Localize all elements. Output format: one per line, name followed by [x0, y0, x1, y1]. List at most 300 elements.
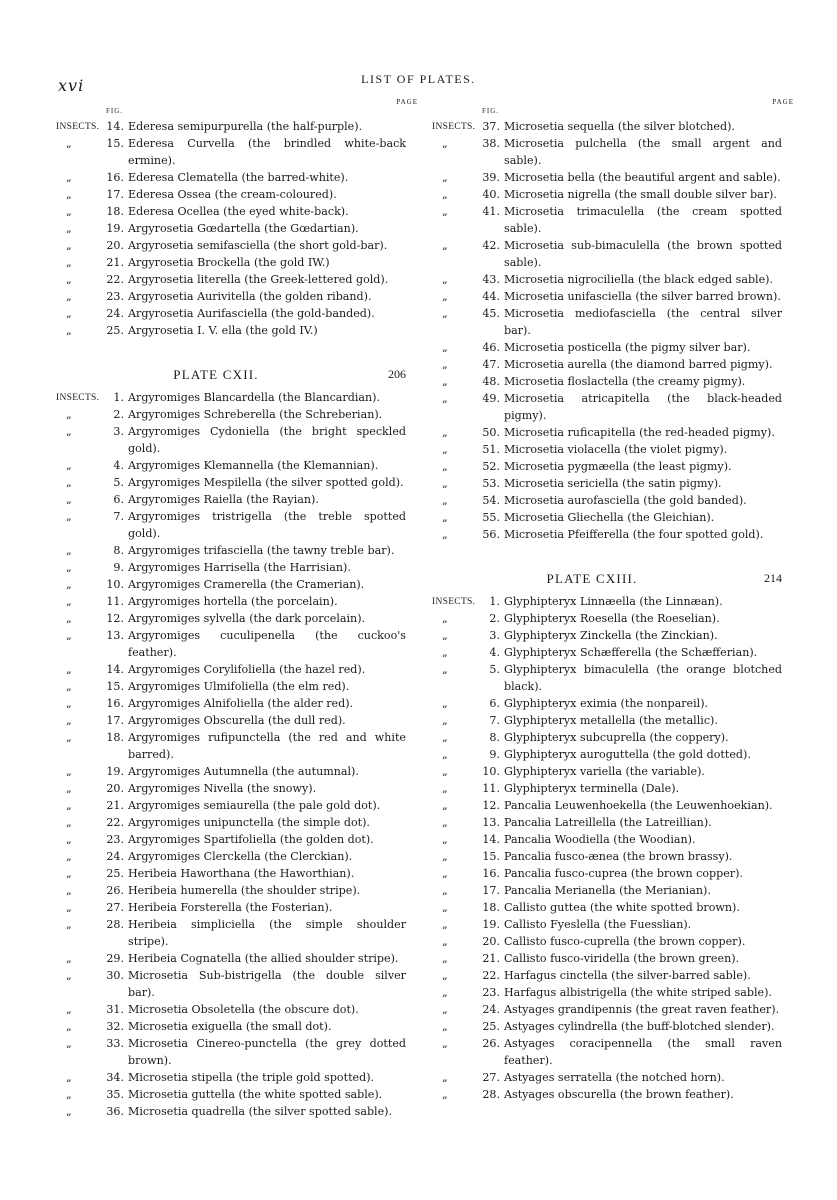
ditto-mark: „: [66, 137, 72, 150]
plate-page: 206: [388, 367, 406, 381]
ditto-mark: „: [442, 1071, 448, 1084]
entry-text: Callisto fusco-cuprella (the brown copper).: [504, 935, 746, 948]
entry-text: Glyphipteryx Roesella (the Roeselian).: [504, 612, 720, 625]
list-item: [432, 203, 782, 237]
page-label: PAGE: [772, 98, 794, 106]
list-item: [56, 203, 406, 220]
ditto-mark: „: [66, 1071, 72, 1084]
figure-number: 31.: [106, 1003, 124, 1016]
figure-number: 22.: [482, 969, 500, 982]
ditto-mark: „: [442, 765, 448, 778]
entry-text: Argyromiges Schreberella (the Schreberian).: [128, 408, 383, 421]
list-item: [432, 1069, 782, 1086]
figure-number: 14.: [482, 833, 500, 846]
list-item: [432, 661, 782, 695]
entry-text: Microsetia Sub-bistrigella (the double silver bar).: [128, 969, 406, 999]
figure-number: 53.: [482, 477, 500, 490]
figure-number: 26.: [482, 1037, 500, 1050]
figure-number: 16.: [106, 171, 124, 184]
list-item: [432, 763, 782, 780]
list-item: [56, 542, 406, 559]
figure-number: 19.: [482, 918, 500, 931]
figure-number: 43.: [482, 273, 500, 286]
figure-number: 21.: [106, 799, 124, 812]
figure-number: 46.: [482, 341, 500, 354]
list-item: [432, 933, 782, 950]
ditto-mark: „: [442, 1003, 448, 1016]
fig-label: FIG.: [482, 107, 500, 115]
entry-text: Argyromiges Klemannella (the Klemannian).: [128, 459, 379, 472]
entry-text: Argyromiges trifasciella (the tawny treble bar).: [128, 544, 395, 557]
ditto-mark: „: [66, 867, 72, 880]
entry-text: Microsetia bella (the beautiful argent and sable).: [504, 171, 781, 184]
list-item: [56, 865, 406, 882]
figure-number: 14.: [106, 120, 124, 133]
list-item: [432, 509, 782, 526]
figure-number: 35.: [106, 1088, 124, 1101]
list-item: [432, 356, 782, 373]
ditto-mark: „: [66, 952, 72, 965]
ditto-mark: „: [66, 1088, 72, 1101]
page-label: PAGE: [396, 98, 418, 106]
ditto-mark: „: [442, 799, 448, 812]
ditto-mark: „: [442, 697, 448, 710]
list-item: [432, 610, 782, 627]
figure-number: 38.: [482, 137, 500, 150]
ditto-mark: „: [442, 528, 448, 541]
entry-text: Microsetia nigrociliella (the black edged sable).: [504, 273, 774, 286]
list-item: [56, 423, 406, 457]
list-item: [56, 1086, 406, 1103]
entry-text: Harfagus albistrigella (the white striped sable).: [504, 986, 772, 999]
list-item: [56, 1001, 406, 1018]
plate-page: 214: [764, 571, 782, 585]
list-item: [56, 1103, 406, 1120]
ditto-mark: „: [442, 884, 448, 897]
figure-number: 19.: [106, 222, 124, 235]
list-item: [432, 865, 782, 882]
entry-text: Microsetia Obsoletella (the obscure dot).: [128, 1003, 359, 1016]
entry-text: Ederesa semipurpurella (the half-purple).: [128, 120, 363, 133]
figure-number: 54.: [482, 494, 500, 507]
figure-number: 17.: [106, 188, 124, 201]
list-item: [432, 848, 782, 865]
entry-text: Argyromiges Corylifoliella (the hazel red).: [128, 663, 366, 676]
entry-text: Argyromiges rufipunctella (the red and white barred).: [128, 731, 406, 761]
entry-text: Glyphipteryx eximia (the nonpareil).: [504, 697, 709, 710]
ditto-mark: „: [66, 408, 72, 421]
figure-number: 22.: [106, 273, 124, 286]
entry-text: Glyphipteryx Zinckella (the Zinckian).: [504, 629, 718, 642]
list-item: [432, 797, 782, 814]
entry-text: Glyphipteryx bimaculella (the orange blotched black).: [504, 663, 782, 693]
list-item: [432, 118, 782, 135]
list-item: [432, 950, 782, 967]
entry-text: Microsetia trimaculella (the cream spotted sable).: [504, 205, 782, 235]
figure-number: 50.: [482, 426, 500, 439]
ditto-mark: „: [66, 493, 72, 506]
ditto-mark: „: [442, 239, 448, 252]
ditto-mark: „: [66, 595, 72, 608]
entry-text: Microsetia ruficapitella (the red-headed pigmy).: [504, 426, 775, 439]
figure-number: 11.: [106, 595, 124, 608]
list-item: [432, 814, 782, 831]
entry-text: Argyromiges Alnifoliella (the alder red).: [128, 697, 354, 710]
figure-number: 1.: [113, 391, 124, 404]
entry-text: Microsetia pulchella (the small argent and sable).: [504, 137, 782, 167]
entry-text: Microsetia mediofasciella (the central silver bar).: [504, 307, 782, 337]
list-item: [56, 627, 406, 661]
ditto-mark: „: [442, 307, 448, 320]
list-item: [56, 305, 406, 322]
plate-heading: [56, 363, 406, 387]
ditto-mark: „: [442, 850, 448, 863]
ditto-mark: „: [66, 782, 72, 795]
entry-text: Microsetia floslactella (the creamy pigmy).: [504, 375, 746, 388]
entry-text: Microsetia sub-bimaculella (the brown spotted sable).: [504, 239, 782, 269]
entry-text: Microsetia pygmæella (the least pigmy).: [504, 460, 732, 473]
ditto-mark: „: [442, 1020, 448, 1033]
ditto-mark: „: [66, 1020, 72, 1033]
ditto-mark: „: [442, 1088, 448, 1101]
list-item: [56, 916, 406, 950]
list-item: [432, 746, 782, 763]
entry-text: Argyromiges tristrigella (the treble spotted gold).: [128, 510, 406, 540]
entry-text: Pancalia fusco-cuprea (the brown copper).: [504, 867, 743, 880]
ditto-mark: „: [442, 477, 448, 490]
figure-number: 10.: [106, 578, 124, 591]
ditto-mark: „: [442, 612, 448, 625]
entry-text: Argyromiges Obscurella (the dull red).: [128, 714, 346, 727]
list-item: [56, 186, 406, 203]
entry-text: Ederesa Ocellea (the eyed white-back).: [128, 205, 349, 218]
entry-text: Argyromiges sylvella (the dark porcelain).: [128, 612, 366, 625]
figure-number: 17.: [482, 884, 500, 897]
figure-number: 51.: [482, 443, 500, 456]
ditto-mark: „: [442, 833, 448, 846]
entry-text: Glyphipteryx auroguttella (the gold dotted).: [504, 748, 751, 761]
entry-text: Glyphipteryx Schæfferella (the Schæfferian).: [504, 646, 758, 659]
figure-number: 9.: [113, 561, 124, 574]
ditto-mark: „: [442, 663, 448, 676]
entry-text: Argyromiges hortella (the porcelain).: [128, 595, 338, 608]
list-item: [432, 475, 782, 492]
figure-number: 13.: [106, 629, 124, 642]
plate-list: [432, 593, 782, 1103]
entry-text: Argyromiges Cramerella (the Cramerian).: [128, 578, 365, 591]
figure-number: 14.: [106, 663, 124, 676]
figure-number: 33.: [106, 1037, 124, 1050]
entry-text: Heribeia Cognatella (the allied shoulder stripe).: [128, 952, 399, 965]
ditto-mark: „: [66, 629, 72, 642]
ditto-mark: „: [66, 969, 72, 982]
figure-number: 21.: [482, 952, 500, 965]
ditto-mark: „: [442, 816, 448, 829]
entry-text: Glyphipteryx metallella (the metallic).: [504, 714, 718, 727]
list-item: [432, 780, 782, 797]
ditto-mark: „: [442, 188, 448, 201]
ditto-mark: „: [442, 731, 448, 744]
ditto-mark: „: [66, 714, 72, 727]
ditto-mark: „: [442, 358, 448, 371]
figure-number: 20.: [106, 782, 124, 795]
list-item: [56, 695, 406, 712]
figure-number: 22.: [106, 816, 124, 829]
list-item: [56, 882, 406, 899]
entry-text: Astyages cylindrella (the buff-blotched slender).: [504, 1020, 775, 1033]
entry-text: Pancalia Leuwenhoekella (the Leuwenhoekian).: [504, 799, 773, 812]
figure-number: 15.: [106, 680, 124, 693]
ditto-mark: „: [66, 188, 72, 201]
list-item: [432, 644, 782, 661]
list-item: [432, 627, 782, 644]
entry-text: Argyromiges Blancardella (the Blancardian).: [128, 391, 380, 404]
list-item: [432, 899, 782, 916]
figure-number: 3.: [489, 629, 500, 642]
list-item: [432, 967, 782, 984]
entry-text: Microsetia sericiella (the satin pigmy).: [504, 477, 722, 490]
ditto-mark: „: [442, 460, 448, 473]
entry-text: Microsetia aurofasciella (the gold banded).: [504, 494, 747, 507]
list-item: [432, 712, 782, 729]
list-item: [56, 1069, 406, 1086]
list-item: [56, 271, 406, 288]
figure-number: 8.: [489, 731, 500, 744]
ditto-mark: „: [442, 341, 448, 354]
section-label: INSECTS.: [432, 597, 476, 607]
list-item: [432, 390, 782, 424]
ditto-mark: „: [442, 935, 448, 948]
ditto-mark: „: [66, 1105, 72, 1118]
figure-number: 15.: [482, 850, 500, 863]
page-number: xvi: [58, 76, 85, 95]
list-item: [432, 1001, 782, 1018]
figure-number: 9.: [489, 748, 500, 761]
entry-text: Argyrosetia semifasciella (the short gold-bar).: [128, 239, 388, 252]
entry-text: Ederesa Clematella (the barred-white).: [128, 171, 349, 184]
figure-number: 4.: [489, 646, 500, 659]
figure-number: 3.: [113, 425, 124, 438]
list-item: [432, 441, 782, 458]
entry-text: Argyromiges Autumnella (the autumnal).: [128, 765, 359, 778]
list-item: [432, 1035, 782, 1069]
list-item: [56, 950, 406, 967]
ditto-mark: „: [442, 494, 448, 507]
list-item: [432, 882, 782, 899]
list-item: [56, 678, 406, 695]
figure-number: 6.: [489, 697, 500, 710]
entry-text: Argyrosetia literella (the Greek-lettered gold).: [128, 273, 389, 286]
list-item: [432, 1086, 782, 1103]
figure-number: 10.: [482, 765, 500, 778]
ditto-mark: „: [66, 765, 72, 778]
figure-number: 7.: [489, 714, 500, 727]
ditto-mark: „: [66, 578, 72, 591]
entry-text: Microsetia atricapitella (the black-headed pigmy).: [504, 392, 782, 422]
entry-text: Astyages serratella (the notched horn).: [504, 1071, 725, 1084]
entry-text: Glyphipteryx variella (the variable).: [504, 765, 705, 778]
list-item: [56, 254, 406, 271]
ditto-mark: „: [66, 324, 72, 337]
entry-text: Ederesa Curvella (the brindled white-back ermine).: [128, 137, 406, 167]
ditto-mark: „: [442, 748, 448, 761]
list-item: [56, 1018, 406, 1035]
column-heading: [56, 98, 418, 118]
entry-text: Argyromiges Raiella (the Rayian).: [128, 493, 319, 506]
entry-text: Heribeia Forsterella (the Fosterian).: [128, 901, 333, 914]
ditto-mark: „: [442, 392, 448, 405]
plate-list: [432, 118, 782, 543]
figure-number: 4.: [113, 459, 124, 472]
entry-text: Astyages grandipennis (the great raven feather).: [504, 1003, 780, 1016]
figure-number: 5.: [113, 476, 124, 489]
ditto-mark: „: [442, 901, 448, 914]
ditto-mark: „: [442, 443, 448, 456]
list-item: [432, 984, 782, 1001]
column-heading: [432, 98, 794, 118]
ditto-mark: „: [66, 459, 72, 472]
ditto-mark: „: [442, 205, 448, 218]
figure-number: 15.: [106, 137, 124, 150]
list-item: [56, 491, 406, 508]
figure-number: 24.: [106, 307, 124, 320]
figure-number: 16.: [106, 697, 124, 710]
ditto-mark: „: [66, 1037, 72, 1050]
list-item: [56, 763, 406, 780]
list-item: [432, 526, 782, 543]
list-item: [56, 322, 406, 339]
ditto-mark: „: [66, 307, 72, 320]
figure-number: 7.: [113, 510, 124, 523]
list-item: [432, 373, 782, 390]
figure-number: 18.: [482, 901, 500, 914]
list-item: [432, 424, 782, 441]
figure-number: 11.: [482, 782, 500, 795]
list-item: [56, 288, 406, 305]
ditto-mark: „: [442, 952, 448, 965]
ditto-mark: „: [442, 426, 448, 439]
figure-number: 13.: [482, 816, 500, 829]
entry-text: Pancalia Merianella (the Merianian).: [504, 884, 711, 897]
entry-text: Microsetia aurella (the diamond barred pigmy).: [504, 358, 773, 371]
running-title: LIST OF PLATES.: [361, 72, 476, 86]
ditto-mark: „: [66, 816, 72, 829]
figure-number: 37.: [482, 120, 500, 133]
list-item: [432, 169, 782, 186]
plate-list: [56, 118, 406, 339]
left-column: [56, 98, 418, 1120]
entry-text: Argyrosetia Brockella (the gold IW.): [128, 256, 330, 269]
figure-number: 24.: [482, 1003, 500, 1016]
entry-text: Argyrosetia Aurifasciella (the gold-banded).: [128, 307, 375, 320]
figure-number: 12.: [106, 612, 124, 625]
ditto-mark: „: [442, 646, 448, 659]
ditto-mark: „: [442, 290, 448, 303]
entry-text: Microsetia quadrella (the silver spotted sable).: [128, 1105, 393, 1118]
figure-number: 2.: [489, 612, 500, 625]
figure-number: 56.: [482, 528, 500, 541]
list-item: [56, 593, 406, 610]
ditto-mark: „: [442, 918, 448, 931]
figure-number: 47.: [482, 358, 500, 371]
plate-title: PLATE CXIII.: [546, 571, 638, 586]
entry-text: Argyromiges Cydoniella (the bright speckled gold).: [128, 425, 406, 455]
ditto-mark: „: [66, 663, 72, 676]
ditto-mark: „: [66, 612, 72, 625]
entry-text: Argyromiges Nivella (the snowy).: [128, 782, 317, 795]
figure-number: 49.: [482, 392, 500, 405]
page-header: [0, 72, 837, 95]
ditto-mark: „: [442, 137, 448, 150]
ditto-mark: „: [66, 884, 72, 897]
figure-number: 23.: [482, 986, 500, 999]
entry-text: Microsetia unifasciella (the silver barred brown).: [504, 290, 781, 303]
ditto-mark: „: [66, 697, 72, 710]
figure-number: 32.: [106, 1020, 124, 1033]
entry-text: Microsetia posticella (the pigmy silver bar).: [504, 341, 751, 354]
figure-number: 41.: [482, 205, 500, 218]
figure-number: 12.: [482, 799, 500, 812]
list-item: [56, 237, 406, 254]
entry-text: Argyromiges semiaurella (the pale gold dot).: [128, 799, 381, 812]
entry-text: Argyromiges Harrisella (the Harrisian).: [128, 561, 351, 574]
figure-number: 29.: [106, 952, 124, 965]
list-item: [56, 559, 406, 576]
entry-text: Microsetia Cinereo-punctella (the grey dotted brown).: [128, 1037, 406, 1067]
list-item: [432, 593, 782, 610]
ditto-mark: „: [66, 833, 72, 846]
entry-text: Microsetia Pfeifferella (the four spotted gold).: [504, 528, 764, 541]
list-item: [56, 389, 406, 406]
entry-text: Microsetia stipella (the triple gold spotted).: [128, 1071, 375, 1084]
ditto-mark: „: [66, 239, 72, 252]
entry-text: Argyrosetia I. V. ella (the gold IV.): [128, 324, 318, 337]
ditto-mark: „: [66, 1003, 72, 1016]
list-item: [56, 712, 406, 729]
section-label: INSECTS.: [56, 393, 100, 403]
entry-text: Argyrosetia Aurivitella (the golden riband).: [128, 290, 372, 303]
figure-number: 52.: [482, 460, 500, 473]
figure-number: 1.: [489, 595, 500, 608]
list-item: [56, 729, 406, 763]
entry-text: Glyphipteryx terminella (Dale).: [504, 782, 680, 795]
ditto-mark: „: [442, 375, 448, 388]
entry-text: Argyromiges Ulmifoliella (the elm red).: [128, 680, 350, 693]
figure-number: 6.: [113, 493, 124, 506]
entry-text: Heribeia humerella (the shoulder stripe).: [128, 884, 361, 897]
figure-number: 48.: [482, 375, 500, 388]
entry-text: Pancalia Latreillella (the Latreillian).: [504, 816, 712, 829]
entry-text: Astyages coracipennella (the small raven feather).: [504, 1037, 782, 1067]
entry-text: Microsetia Gliechella (the Gleichian).: [504, 511, 715, 524]
list-item: [56, 814, 406, 831]
ditto-mark: „: [66, 222, 72, 235]
figure-number: 34.: [106, 1071, 124, 1084]
list-item: [56, 661, 406, 678]
figure-number: 55.: [482, 511, 500, 524]
list-item: [56, 508, 406, 542]
list-item: [432, 458, 782, 475]
ditto-mark: „: [66, 273, 72, 286]
entry-text: Astyages obscurella (the brown feather).: [504, 1088, 734, 1101]
figure-number: 18.: [106, 205, 124, 218]
entry-text: Microsetia guttella (the white spotted sable).: [128, 1088, 383, 1101]
ditto-mark: „: [442, 273, 448, 286]
entry-text: Argyromiges Clerckella (the Clerckian).: [128, 850, 353, 863]
list-item: [432, 288, 782, 305]
list-item: [56, 1035, 406, 1069]
list-item: [56, 118, 406, 135]
